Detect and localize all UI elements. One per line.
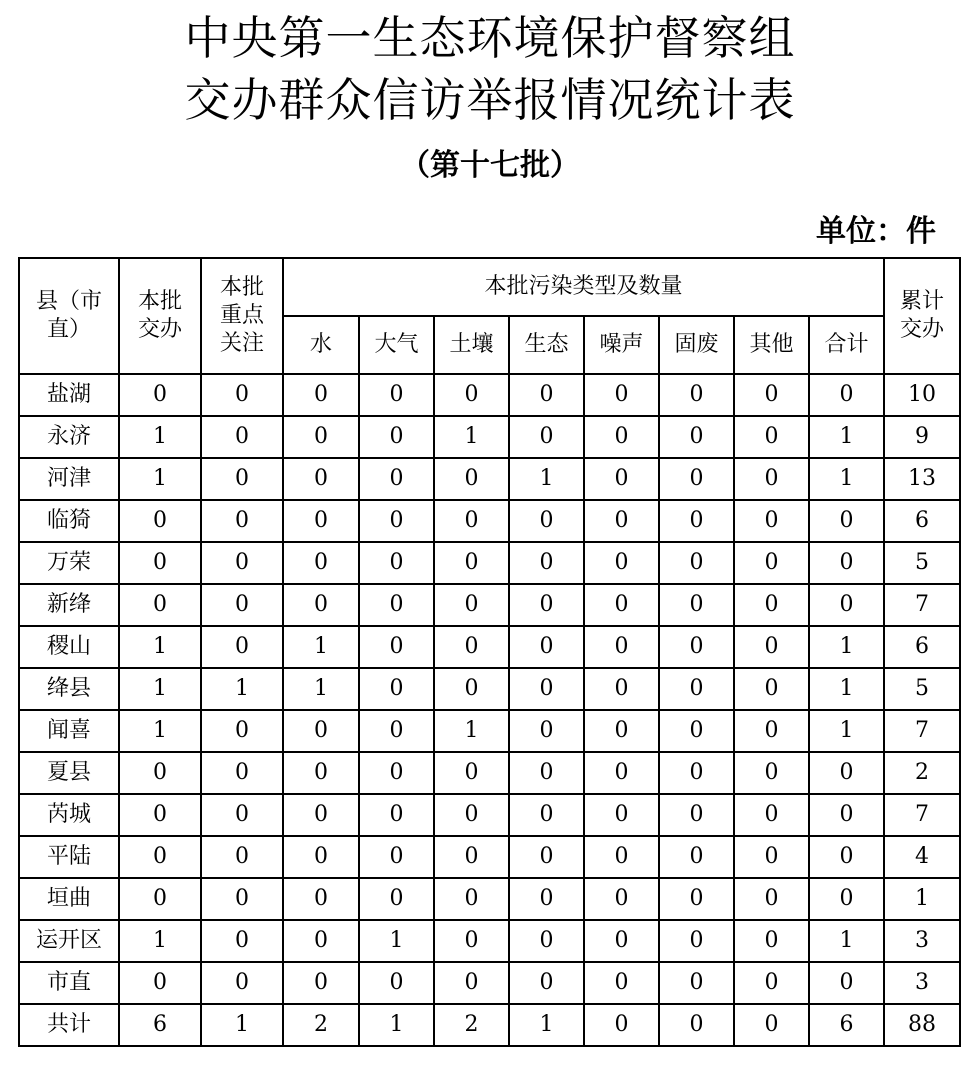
cell-other: 0 xyxy=(734,752,809,794)
cell-air: 0 xyxy=(359,836,434,878)
cell-batch-assigned: 0 xyxy=(119,542,201,584)
cell-type-total: 0 xyxy=(809,878,884,920)
table-row xyxy=(19,416,960,458)
cell-air: 0 xyxy=(359,794,434,836)
cell-other: 0 xyxy=(734,836,809,878)
cell-solid-waste: 0 xyxy=(659,1004,734,1046)
header-type-other: 其他 xyxy=(734,316,809,374)
cell-batch-assigned: 1 xyxy=(119,416,201,458)
table-row xyxy=(19,374,960,416)
cell-air: 0 xyxy=(359,710,434,752)
table-row xyxy=(19,962,960,1004)
cell-county: 河津 xyxy=(19,458,119,500)
cell-cumulative: 5 xyxy=(884,668,960,710)
cell-batch-key: 1 xyxy=(201,1004,283,1046)
cell-soil: 1 xyxy=(434,416,509,458)
cell-water: 0 xyxy=(283,794,359,836)
cell-other: 0 xyxy=(734,920,809,962)
cell-county: 运开区 xyxy=(19,920,119,962)
cell-water: 0 xyxy=(283,836,359,878)
cell-ecology: 0 xyxy=(509,500,584,542)
cell-soil: 0 xyxy=(434,752,509,794)
cell-type-total: 1 xyxy=(809,920,884,962)
table-row xyxy=(19,878,960,920)
cell-county: 盐湖 xyxy=(19,374,119,416)
cell-water: 0 xyxy=(283,584,359,626)
cell-other: 0 xyxy=(734,374,809,416)
cell-type-total: 1 xyxy=(809,458,884,500)
table-row xyxy=(19,458,960,500)
cell-solid-waste: 0 xyxy=(659,878,734,920)
cell-county: 闻喜 xyxy=(19,710,119,752)
cell-noise: 0 xyxy=(584,542,659,584)
cell-county: 夏县 xyxy=(19,752,119,794)
cell-ecology: 0 xyxy=(509,752,584,794)
cell-water: 0 xyxy=(283,962,359,1004)
cell-air: 0 xyxy=(359,626,434,668)
cell-water: 1 xyxy=(283,626,359,668)
cell-soil: 0 xyxy=(434,794,509,836)
title-line-2: 交办群众信访举报情况统计表 xyxy=(184,73,796,127)
cell-water: 0 xyxy=(283,416,359,458)
cell-soil: 0 xyxy=(434,836,509,878)
cell-batch-key: 0 xyxy=(201,962,283,1004)
cell-noise: 0 xyxy=(584,710,659,752)
statistics-table xyxy=(18,257,961,1047)
cell-soil: 0 xyxy=(434,878,509,920)
cell-cumulative: 13 xyxy=(884,458,960,500)
cell-water: 0 xyxy=(283,920,359,962)
cell-cumulative: 3 xyxy=(884,962,960,1004)
table-row xyxy=(19,542,960,584)
table-row xyxy=(19,836,960,878)
cell-batch-assigned: 1 xyxy=(119,668,201,710)
cell-type-total: 1 xyxy=(809,416,884,458)
cell-water: 0 xyxy=(283,500,359,542)
cell-cumulative: 1 xyxy=(884,878,960,920)
cell-county: 万荣 xyxy=(19,542,119,584)
cell-batch-assigned: 1 xyxy=(119,710,201,752)
cell-batch-assigned: 1 xyxy=(119,458,201,500)
cell-water: 0 xyxy=(283,752,359,794)
cell-type-total: 0 xyxy=(809,374,884,416)
cell-noise: 0 xyxy=(584,836,659,878)
cell-batch-assigned: 0 xyxy=(119,584,201,626)
cell-soil: 0 xyxy=(434,500,509,542)
cell-noise: 0 xyxy=(584,500,659,542)
cell-type-total: 0 xyxy=(809,542,884,584)
cell-solid-waste: 0 xyxy=(659,668,734,710)
cell-type-total: 0 xyxy=(809,962,884,1004)
cell-cumulative: 6 xyxy=(884,626,960,668)
cell-county: 市直 xyxy=(19,962,119,1004)
cell-ecology: 1 xyxy=(509,1004,584,1046)
cell-ecology: 0 xyxy=(509,374,584,416)
cell-cumulative: 7 xyxy=(884,584,960,626)
cell-ecology: 0 xyxy=(509,626,584,668)
cell-batch-key: 1 xyxy=(201,668,283,710)
cell-soil: 0 xyxy=(434,542,509,584)
cell-batch-key: 0 xyxy=(201,416,283,458)
unit-label: 单位：件 xyxy=(816,214,936,249)
header-pollution-group: 本批污染类型及数量 xyxy=(283,258,884,316)
cell-batch-key: 0 xyxy=(201,458,283,500)
cell-air: 0 xyxy=(359,962,434,1004)
header-type-water: 水 xyxy=(283,316,359,374)
cell-other: 0 xyxy=(734,878,809,920)
cell-ecology: 0 xyxy=(509,416,584,458)
cell-batch-key: 0 xyxy=(201,836,283,878)
cell-noise: 0 xyxy=(584,794,659,836)
cell-cumulative: 6 xyxy=(884,500,960,542)
cell-cumulative: 2 xyxy=(884,752,960,794)
cell-batch-assigned: 0 xyxy=(119,752,201,794)
cell-ecology: 0 xyxy=(509,794,584,836)
cell-ecology: 0 xyxy=(509,584,584,626)
cell-solid-waste: 0 xyxy=(659,416,734,458)
cell-county: 新绛 xyxy=(19,584,119,626)
cell-solid-waste: 0 xyxy=(659,458,734,500)
cell-soil: 0 xyxy=(434,458,509,500)
cell-water: 0 xyxy=(283,710,359,752)
cell-air: 0 xyxy=(359,878,434,920)
cell-type-total: 0 xyxy=(809,794,884,836)
cell-other: 0 xyxy=(734,668,809,710)
cell-soil: 2 xyxy=(434,1004,509,1046)
cell-solid-waste: 0 xyxy=(659,920,734,962)
cell-ecology: 0 xyxy=(509,542,584,584)
cell-type-total: 1 xyxy=(809,710,884,752)
header-type-solid-waste: 固废 xyxy=(659,316,734,374)
cell-county: 平陆 xyxy=(19,836,119,878)
cell-ecology: 0 xyxy=(509,962,584,1004)
table-row xyxy=(19,584,960,626)
cell-county: 共计 xyxy=(19,1004,119,1046)
cell-cumulative: 3 xyxy=(884,920,960,962)
cell-water: 0 xyxy=(283,374,359,416)
cell-county: 稷山 xyxy=(19,626,119,668)
cell-noise: 0 xyxy=(584,962,659,1004)
cell-cumulative: 9 xyxy=(884,416,960,458)
cell-other: 0 xyxy=(734,458,809,500)
cell-noise: 0 xyxy=(584,416,659,458)
cell-other: 0 xyxy=(734,416,809,458)
cell-batch-assigned: 1 xyxy=(119,626,201,668)
cell-noise: 0 xyxy=(584,374,659,416)
cell-type-total: 0 xyxy=(809,752,884,794)
cell-type-total: 0 xyxy=(809,584,884,626)
cell-noise: 0 xyxy=(584,668,659,710)
cell-air: 0 xyxy=(359,668,434,710)
cell-soil: 0 xyxy=(434,920,509,962)
cell-cumulative: 5 xyxy=(884,542,960,584)
cell-air: 0 xyxy=(359,584,434,626)
header-batch-assigned: 本批交办 xyxy=(119,258,201,374)
table-row xyxy=(19,794,960,836)
cell-solid-waste: 0 xyxy=(659,962,734,1004)
cell-batch-assigned: 0 xyxy=(119,794,201,836)
cell-batch-key: 0 xyxy=(201,500,283,542)
cell-other: 0 xyxy=(734,542,809,584)
cell-water: 0 xyxy=(283,878,359,920)
cell-cumulative: 7 xyxy=(884,710,960,752)
cell-solid-waste: 0 xyxy=(659,626,734,668)
header-type-noise: 噪声 xyxy=(584,316,659,374)
cell-ecology: 0 xyxy=(509,920,584,962)
header-cumulative: 累计交办 xyxy=(884,258,960,374)
header-type-total: 合计 xyxy=(809,316,884,374)
cell-solid-waste: 0 xyxy=(659,542,734,584)
cell-batch-assigned: 0 xyxy=(119,500,201,542)
cell-noise: 0 xyxy=(584,1004,659,1046)
cell-other: 0 xyxy=(734,794,809,836)
cell-noise: 0 xyxy=(584,626,659,668)
cell-ecology: 0 xyxy=(509,878,584,920)
cell-batch-key: 0 xyxy=(201,794,283,836)
cell-county: 垣曲 xyxy=(19,878,119,920)
table-row xyxy=(19,500,960,542)
cell-noise: 0 xyxy=(584,752,659,794)
table-row xyxy=(19,752,960,794)
cell-noise: 0 xyxy=(584,458,659,500)
cell-solid-waste: 0 xyxy=(659,584,734,626)
cell-water: 2 xyxy=(283,1004,359,1046)
cell-air: 0 xyxy=(359,542,434,584)
cell-soil: 0 xyxy=(434,584,509,626)
cell-cumulative: 4 xyxy=(884,836,960,878)
title-line-1: 中央第一生态环境保护督察组 xyxy=(184,11,796,65)
cell-noise: 0 xyxy=(584,878,659,920)
cell-cumulative: 7 xyxy=(884,794,960,836)
cell-batch-key: 0 xyxy=(201,626,283,668)
batch-label: （第十七批） xyxy=(400,148,580,183)
cell-water: 0 xyxy=(283,542,359,584)
cell-soil: 0 xyxy=(434,962,509,1004)
cell-soil: 0 xyxy=(434,374,509,416)
cell-soil: 0 xyxy=(434,668,509,710)
cell-other: 0 xyxy=(734,500,809,542)
cell-batch-assigned: 1 xyxy=(119,920,201,962)
cell-other: 0 xyxy=(734,626,809,668)
table-row xyxy=(19,920,960,962)
cell-water: 1 xyxy=(283,668,359,710)
header-row-1 xyxy=(19,258,960,316)
cell-cumulative: 88 xyxy=(884,1004,960,1046)
cell-county: 临猗 xyxy=(19,500,119,542)
cell-air: 0 xyxy=(359,416,434,458)
header-type-soil: 土壤 xyxy=(434,316,509,374)
cell-batch-assigned: 0 xyxy=(119,836,201,878)
cell-soil: 0 xyxy=(434,626,509,668)
cell-batch-assigned: 0 xyxy=(119,374,201,416)
cell-other: 0 xyxy=(734,584,809,626)
cell-air: 0 xyxy=(359,458,434,500)
header-county: 县（市直） xyxy=(19,258,119,374)
cell-air: 1 xyxy=(359,1004,434,1046)
cell-batch-key: 0 xyxy=(201,584,283,626)
cell-county: 永济 xyxy=(19,416,119,458)
cell-batch-assigned: 0 xyxy=(119,878,201,920)
table-row xyxy=(19,668,960,710)
cell-batch-assigned: 6 xyxy=(119,1004,201,1046)
header-type-air: 大气 xyxy=(359,316,434,374)
cell-solid-waste: 0 xyxy=(659,710,734,752)
cell-air: 0 xyxy=(359,374,434,416)
cell-solid-waste: 0 xyxy=(659,374,734,416)
cell-air: 0 xyxy=(359,752,434,794)
cell-air: 0 xyxy=(359,500,434,542)
cell-cumulative: 10 xyxy=(884,374,960,416)
cell-other: 0 xyxy=(734,710,809,752)
table-body xyxy=(19,374,960,1046)
cell-air: 1 xyxy=(359,920,434,962)
cell-county: 绛县 xyxy=(19,668,119,710)
cell-batch-assigned: 0 xyxy=(119,962,201,1004)
cell-solid-waste: 0 xyxy=(659,500,734,542)
cell-soil: 1 xyxy=(434,710,509,752)
cell-batch-key: 0 xyxy=(201,878,283,920)
cell-type-total: 1 xyxy=(809,626,884,668)
table-total-row xyxy=(19,1004,960,1046)
cell-type-total: 1 xyxy=(809,668,884,710)
cell-ecology: 0 xyxy=(509,710,584,752)
cell-noise: 0 xyxy=(584,584,659,626)
cell-type-total: 0 xyxy=(809,500,884,542)
cell-county: 芮城 xyxy=(19,794,119,836)
cell-solid-waste: 0 xyxy=(659,752,734,794)
cell-batch-key: 0 xyxy=(201,920,283,962)
cell-other: 0 xyxy=(734,1004,809,1046)
table-row xyxy=(19,710,960,752)
cell-water: 0 xyxy=(283,458,359,500)
header-type-ecology: 生态 xyxy=(509,316,584,374)
cell-ecology: 1 xyxy=(509,458,584,500)
table-row xyxy=(19,626,960,668)
cell-batch-key: 0 xyxy=(201,710,283,752)
cell-noise: 0 xyxy=(584,920,659,962)
cell-solid-waste: 0 xyxy=(659,836,734,878)
cell-ecology: 0 xyxy=(509,836,584,878)
cell-batch-key: 0 xyxy=(201,752,283,794)
cell-type-total: 0 xyxy=(809,836,884,878)
cell-type-total: 6 xyxy=(809,1004,884,1046)
cell-batch-key: 0 xyxy=(201,374,283,416)
cell-ecology: 0 xyxy=(509,668,584,710)
header-batch-key: 本批重点关注 xyxy=(201,258,283,374)
cell-solid-waste: 0 xyxy=(659,794,734,836)
cell-batch-key: 0 xyxy=(201,542,283,584)
cell-other: 0 xyxy=(734,962,809,1004)
